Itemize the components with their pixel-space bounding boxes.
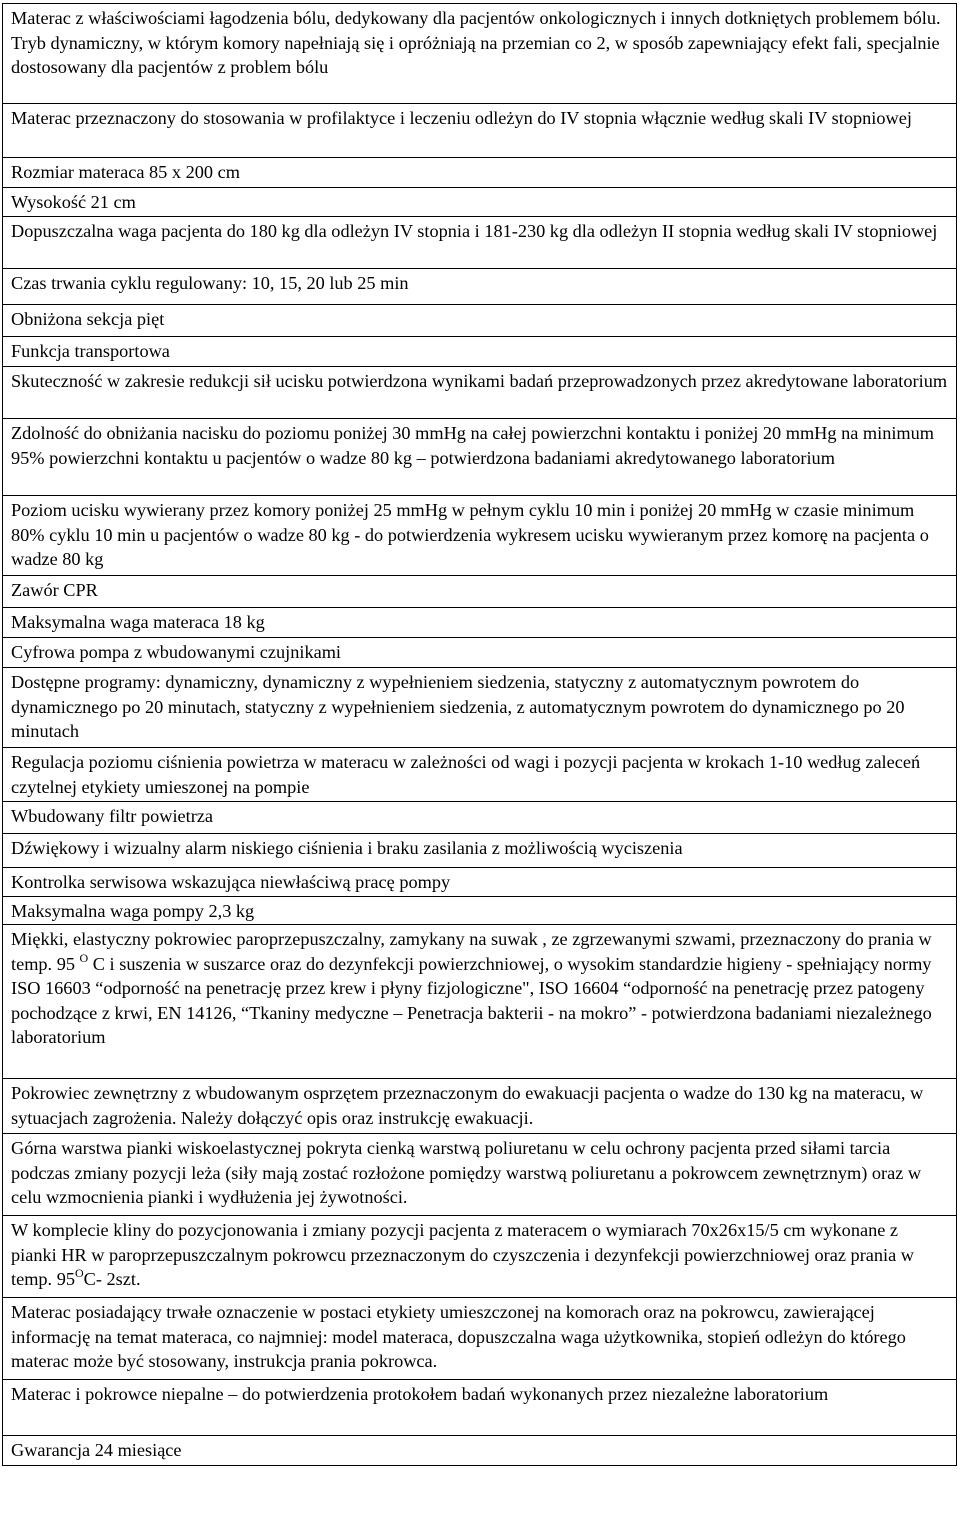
table-cell: Maksymalna waga pompy 2,3 kg [3,896,957,925]
table-row [3,496,957,576]
table-cell: Cyfrowa pompa z wbudowanymi czujnikami [3,638,957,668]
table-row [3,1216,957,1298]
table-row [3,896,957,925]
table-row [3,925,957,1079]
table-cell: Zdolność do obniżania nacisku do poziomu poniżej 30 mmHg na całej powierzchni kontaktu i poniżej 20 mmHg na minimum 95% powierzchni kontaktu u pacjentów o wadze 80 kg – potwierdzona badaniami akredytowanego laboratorium [3,419,957,496]
table-cell: Zawór CPR [3,576,957,608]
table-cell: Wysokość 21 cm [3,188,957,217]
cell-text: W komplecie kliny do pozycjonowania i zmiany pozycji pacjenta z materacem o wymiarach 70x26x15/5 cm wykonane z pianki HR w paroprzepuszczalnym pokrowcu przeznaczonym do czyszczenia i dezynfekcji powierzchniowej oraz prania w temp. 95 [11,1220,915,1289]
table-cell: Materac i pokrowce niepalne – do potwierdzenia protokołem badań wykonanych przez niezależne laboratorium [3,1380,957,1436]
table-cell [3,1216,957,1298]
table-row [3,834,957,868]
cell-text: C- 2szt. [83,1269,141,1289]
table-row [3,868,957,897]
table-cell: Obniżona sekcja pięt [3,305,957,337]
table-row [3,4,957,104]
table-cell: Gwarancja 24 miesiące [3,1436,957,1466]
degree-superscript: O [79,950,89,965]
table-row [3,217,957,269]
degree-superscript: O [74,1266,84,1280]
table-row [3,1298,957,1380]
table-row [3,337,957,367]
table-row [3,419,957,496]
table-cell: Dostępne programy: dynamiczny, dynamiczny z wypełnieniem siedzenia, statyczny z automatycznym powrotem do dynamicznego po 20 minutach, statyczny z wypełnieniem siedzenia, z automatycznym powrotem do dynamicznego po 20 minutach [3,668,957,748]
table-row [3,104,957,158]
table-cell [3,925,957,1079]
table-cell: Regulacja poziomu ciśnienia powietrza w materacu w zależności od wagi i pozycji pacjenta w krokach 1-10 według zaleceń czytelnej etykiety umieszonej na pompie [3,748,957,802]
table-cell: Funkcja transportowa [3,337,957,367]
table-cell: Kontrolka serwisowa wskazująca niewłaściwą pracę pompy [3,868,957,897]
table-row [3,1079,957,1134]
table-cell: Pokrowiec zewnętrzny z wbudowanym osprzętem przeznaczonym do ewakuacji pacjenta o wadze do 130 kg na materacu, w sytuacjach zagrożenia. Należy dołączyć opis oraz instrukcję ewakuacji. [3,1079,957,1134]
table-cell: Dźwiękowy i wizualny alarm niskiego ciśnienia i braku zasilania z możliwością wyciszenia [3,834,957,868]
table-row [3,608,957,638]
specification-table [2,3,957,1466]
table-row [3,269,957,305]
table-cell: Poziom ucisku wywierany przez komory poniżej 25 mmHg w pełnym cyklu 10 min i poniżej 20 mmHg w czasie minimum 80% cyklu 10 min u pacjentów o wadze 80 kg - do potwierdzenia wykresem ucisku wywieranym przez komorę na pacjenta o wadze 80 kg [3,496,957,576]
table-row [3,1380,957,1436]
table-cell: Materac przeznaczony do stosowania w profilaktyce i leczeniu odleżyn do IV stopnia włącznie według skali IV stopniowej [3,104,957,158]
table-row [3,576,957,608]
table-cell: Rozmiar materaca 85 x 200 cm [3,158,957,188]
table-row [3,158,957,188]
table-row [3,188,957,217]
table-row [3,1436,957,1466]
table-row [3,1134,957,1216]
table-row [3,638,957,668]
table-cell: Materac z właściwościami łagodzenia bólu, dedykowany dla pacjentów onkologicznych i innych dotkniętych problemem bólu. Tryb dynamiczny, w którym komory napełniają się i opróżniają na przemian co 2, w sposób zapewniający efekt fali, specjalnie dostosowany dla pacjentów z problem bólu [3,4,957,104]
table-row [3,748,957,802]
table-cell: Skuteczność w zakresie redukcji sił ucisku potwierdzona wynikami badań przeprowadzonych przez akredytowane laboratorium [3,367,957,419]
table-cell: Materac posiadający trwałe oznaczenie w postaci etykiety umieszczonej na komorach oraz na pokrowcu, zawierającej informację na temat materaca, co najmniej: model materaca, dopuszczalna waga użytkownika, stopień odleżyn do którego materac może być stosowany, instrukcja prania pokrowca. [3,1298,957,1380]
table-cell: Górna warstwa pianki wiskoelastycznej pokryta cienką warstwą poliuretanu w celu ochrony pacjenta przed siłami tarcia podczas zmiany pozycji leża (siły mają zostać rozłożone pomiędzy warstwą poliuretanu a pokrowcem zewnętrznym) oraz w celu wzmocnienia pianki i wydłużenia jej żywotności. [3,1134,957,1216]
table-cell: Maksymalna waga materaca 18 kg [3,608,957,638]
table-cell: Dopuszczalna waga pacjenta do 180 kg dla odleżyn IV stopnia i 181-230 kg dla odleżyn II stopnia według skali IV stopniowej [3,217,957,269]
table-row [3,802,957,834]
cell-text: Miękki, elastyczny pokrowiec paroprzepuszczalny, zamykany na suwak , ze zgrzewanymi szwami, przeznaczony do prania w temp. 95 [11,929,932,974]
table-cell: Czas trwania cyklu regulowany: 10, 15, 20 lub 25 min [3,269,957,305]
table-row [3,668,957,748]
table-cell: Wbudowany filtr powietrza [3,802,957,834]
table-row [3,305,957,337]
table-row [3,367,957,419]
cell-text: C i suszenia w suszarce oraz do dezynfekcji powierzchniowej, o wysokim standardzie higieny - spełniający normy ISO 16603 “odporność na penetrację przez krew i płyny fizjologiczne", ISO 16604 “odporność na penetrację przez patogeny pochodzące z krwi, EN 14126, “Tkaniny medyczne – Penetracja bakterii - na mokro” - potwierdzona badaniami niezależnego laboratorium [11,953,932,1047]
